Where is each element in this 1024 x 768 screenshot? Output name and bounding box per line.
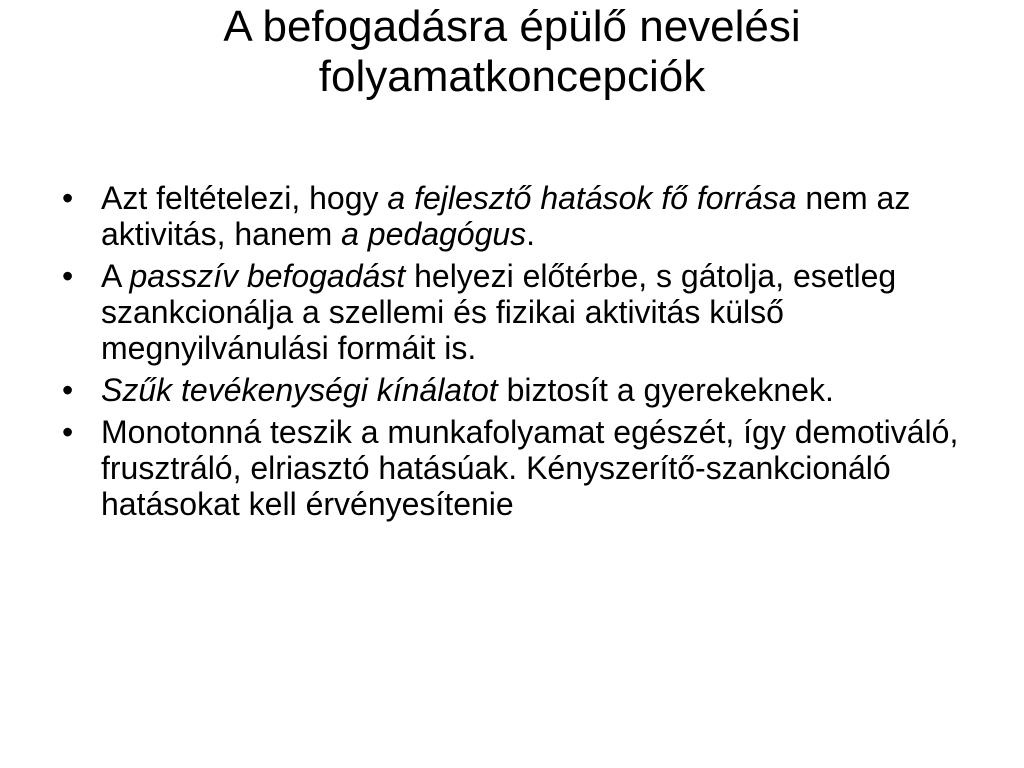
bullet-1-emphasis-teacher: a pedagógus — [341, 216, 527, 252]
bullet-3-emphasis: Szűk tevékenységi kínálatot — [101, 372, 498, 408]
bullet-item-2 — [62, 258, 992, 366]
bullet-1-emphasis-source: a fejlesztő hatások fő forrása — [387, 180, 797, 216]
bullet-3-text-rest: biztosít a gyerekeknek. — [497, 372, 834, 408]
bullet-item-1 — [62, 180, 992, 252]
bullet-2-emphasis: passzív befogadást — [129, 258, 406, 294]
bullet-2-text: A — [101, 258, 130, 294]
slide-title-line-1: A befogadásra épülő nevelési — [223, 2, 801, 51]
slide-title — [60, 2, 964, 102]
bullet-marker: • — [62, 180, 74, 216]
slide-title-line-2: folyamatkoncepciók — [318, 52, 706, 101]
bullet-item-3 — [62, 372, 992, 408]
bullet-marker: • — [62, 372, 74, 408]
bullet-1-text-middle: nem az aktivitás, hanem — [101, 180, 911, 252]
bullet-item-4 — [62, 414, 992, 522]
bullet-marker: • — [62, 258, 74, 294]
bullet-1-text-end: . — [526, 216, 536, 252]
bullet-list — [62, 180, 992, 528]
bullet-2-text-rest: helyezi előtérbe, s gátolja, esetleg szankcionálja a szellemi és fizikai aktivitás külső megnyilvánulási formáit is. — [101, 258, 897, 366]
bullet-1-text: Azt feltételezi, hogy — [101, 180, 388, 216]
bullet-4-text: Monotonná teszik a munkafolyamat egészét, így demotiváló, frusztráló, elriasztó hatásúak. Kényszerítő-szankcionáló hatásokat kell érvényesítenie — [101, 414, 959, 522]
bullet-marker: • — [62, 414, 74, 450]
